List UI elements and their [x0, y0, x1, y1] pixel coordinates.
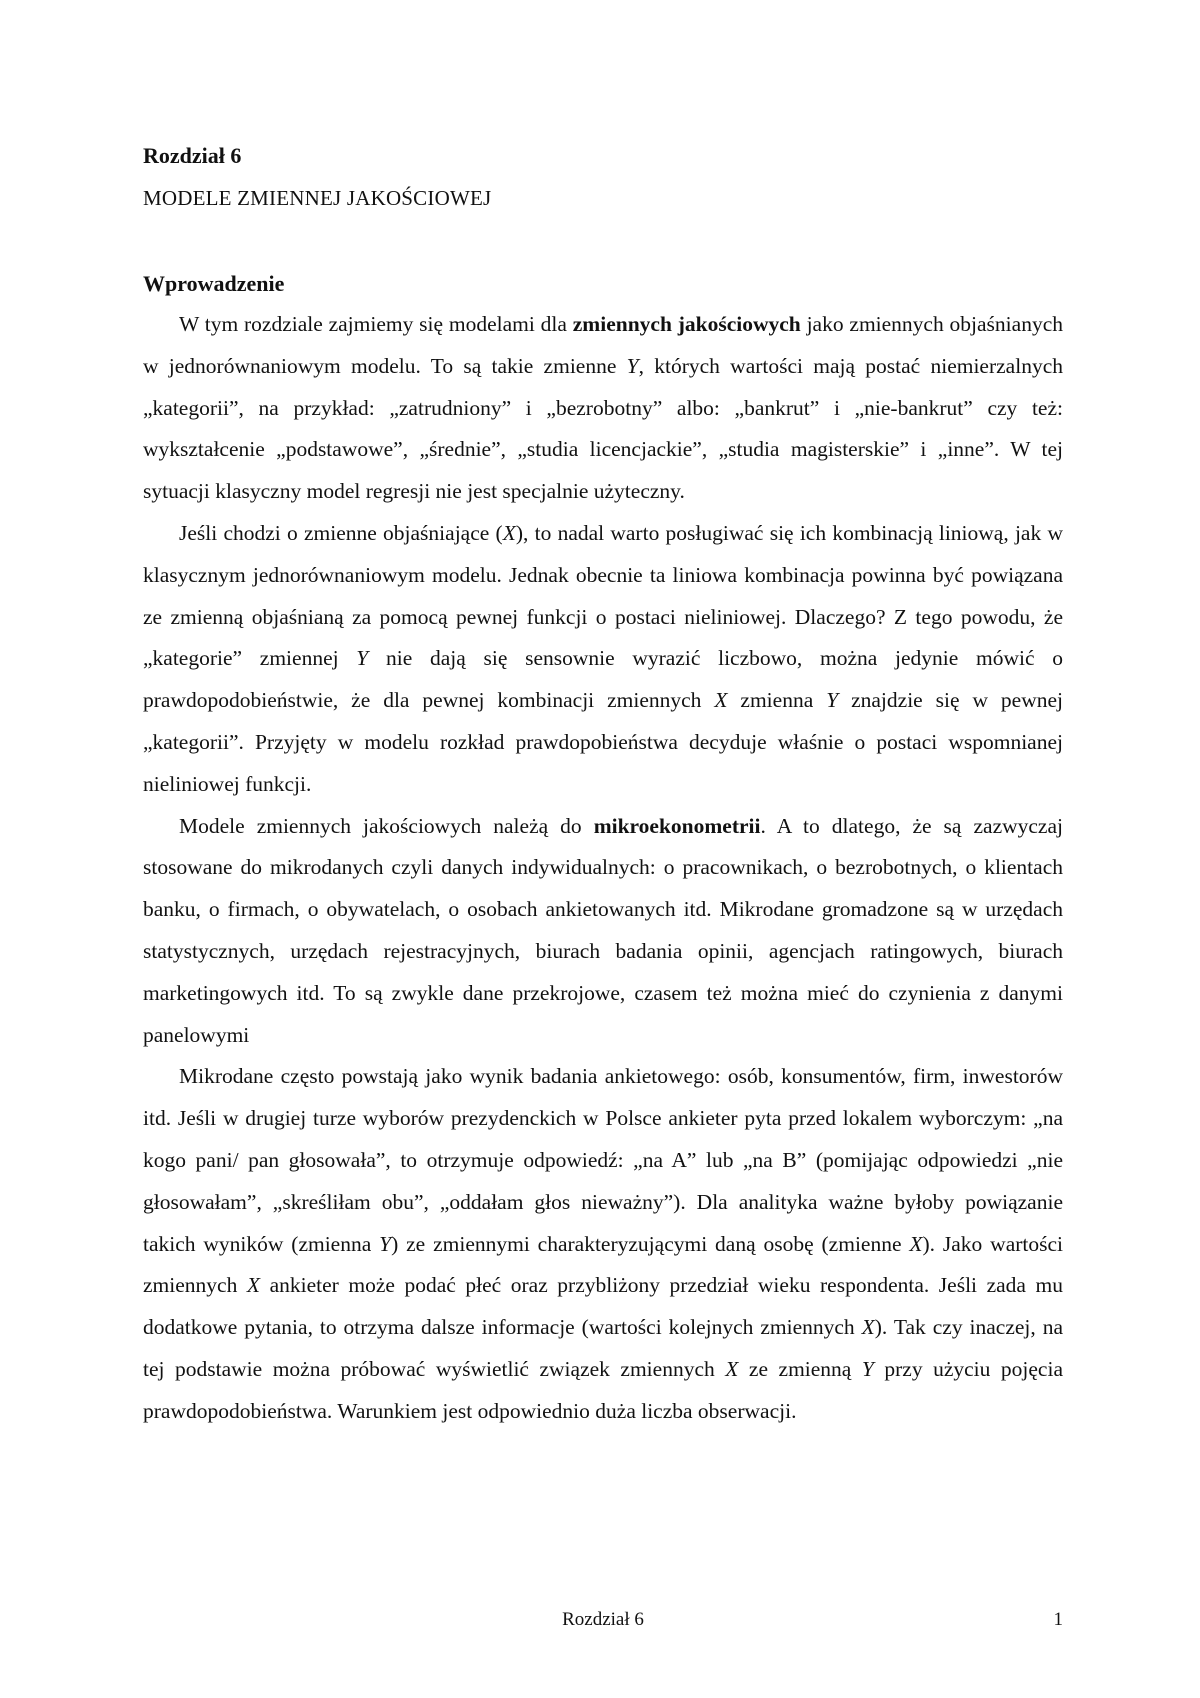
variable-symbol: X [714, 688, 728, 713]
paragraph [143, 1056, 1063, 1432]
chapter-label: Rozdział 6 [143, 143, 242, 168]
variable-symbol: Y [626, 353, 639, 378]
page-footer [143, 1604, 1063, 1636]
text-run: nie dają się sensownie wyrazić liczbowo, można jedynie mówić o prawdopodobieństwie, że dla pewnej kombinacji zmiennych [143, 646, 1063, 713]
section-heading: Wprowadzenie [143, 271, 285, 296]
text-run: Jeśli chodzi o zmienne objaśniające ( [179, 520, 503, 545]
page-number: 1 [1053, 1609, 1063, 1630]
chapter-title: MODELE ZMIENNEJ JAKOŚCIOWEJ [143, 186, 492, 210]
variable-symbol: X [246, 1273, 261, 1298]
paragraph [143, 806, 1063, 1057]
text-run: ), to nadal warto posługiwać się ich kombinacją liniową, jak w klasycznym jednorównaniowym modelu. Jednak obecnie ta liniowa kombinacja powinna być powiązana ze zmienną objaśnianą za pomocą pewnej funkcji o postaci nieliniowej. Dlaczego? Z tego powodu, że „kategorie” zmiennej [143, 520, 1063, 671]
variable-symbol: Y [861, 1356, 874, 1381]
text-run: znajdzie się w pewnej „kategorii”. Przyjęty w modelu rozkład prawdopobieństwa decyduje właśnie o postaci wspomnianej nieliniowej funkcji. [143, 688, 1063, 796]
variable-symbol: Y [356, 646, 369, 671]
variable-symbol: X [502, 520, 516, 545]
section-content [143, 268, 1063, 1433]
text-run: jako zmiennych objaśnianych w jednorównaniowym modelu. To są takie zmienne [143, 312, 1063, 378]
paragraph [143, 513, 1063, 806]
variable-symbol: X [861, 1315, 875, 1340]
text-run: przy użyciu pojęcia prawdopodobieństwa. Warunkiem jest odpowiednio duża liczba obserwacji. [143, 1356, 1063, 1423]
footer-label: Rozdział 6 [562, 1609, 644, 1630]
paragraph [143, 304, 1063, 513]
text-run: ) ze zmiennymi charakteryzującymi daną osobę (zmienne [391, 1231, 910, 1256]
text-run: ). Tak czy inaczej, na tej podstawie można próbować wyświetlić związek zmiennych [143, 1315, 1063, 1381]
text-run: ze zmienną [738, 1356, 862, 1381]
text-run: zmienna [727, 688, 827, 713]
variable-symbol: X [909, 1231, 923, 1256]
variable-symbol: X [725, 1356, 739, 1381]
chapter-header [143, 140, 1063, 214]
text-run: ankieter może podać płeć oraz przybliżony przedział wieku respondenta. Jeśli zada mu dodatkowe pytania, to otrzyma dalsze informacje (wartości kolejnych zmiennych [143, 1273, 1063, 1340]
bold-term: zmiennych jakościowych [572, 312, 801, 336]
text-run: . A to dlatego, że są zazwyczaj stosowane do mikrodanych czyli danych indywidualnych: o pracownikach, o bezrobotnych, o klientach banku, o firmach, o obywatelach, o osobach ankietowanych itd. Mikrodane gromadzone są w urzędach statystycznych, urzędach rejestracyjnych, biurach badania opinii, agencjach ratingowych, biurach marketingowych itd. To są zwykle dane przekrojowe, czasem też można mieć do czynienia z danymi panelowymi [143, 813, 1063, 1047]
text-run: W tym rozdziale zajmiemy się modelami dla [179, 312, 573, 336]
variable-symbol: Y [379, 1231, 392, 1256]
variable-symbol: Y [826, 688, 839, 713]
bold-term: mikroekonometrii [593, 813, 761, 838]
text-run: Mikrodane często powstają jako wynik badania ankietowego: osób, konsumentów, firm, inwestorów itd. Jeśli w drugiej turze wyborów prezydenckich w Polsce ankieter pyta przed lokalem wyborczym: „na kogo pani/ pan głosowała”, to otrzymuje odpowiedź: „na A” lub „na B” (pomijając odpowiedzi „nie głosowałam”, „skreśliłam obu”, „oddałam głos nieważny”). Dla analityka ważne byłoby powiązanie takich wyników (zmienna [143, 1064, 1063, 1256]
text-run: Modele zmiennych jakościowych należą do [179, 813, 594, 838]
text-run: , których wartości mają postać niemierzalnych „kategorii”, na przykład: „zatrudniony” i „bezrobotny” albo: „bankrut” i „nie-bankrut” czy też: wykształcenie „podstawowe”, „średnie”, „studia licencjackie”, „studia magisterskie” i „inne”. W tej sytuacji klasyczny model regresji nie jest specjalnie użyteczny. [143, 353, 1063, 504]
text-run: ). Jako wartości zmiennych [143, 1231, 1064, 1298]
paragraph-list [143, 304, 1063, 1433]
